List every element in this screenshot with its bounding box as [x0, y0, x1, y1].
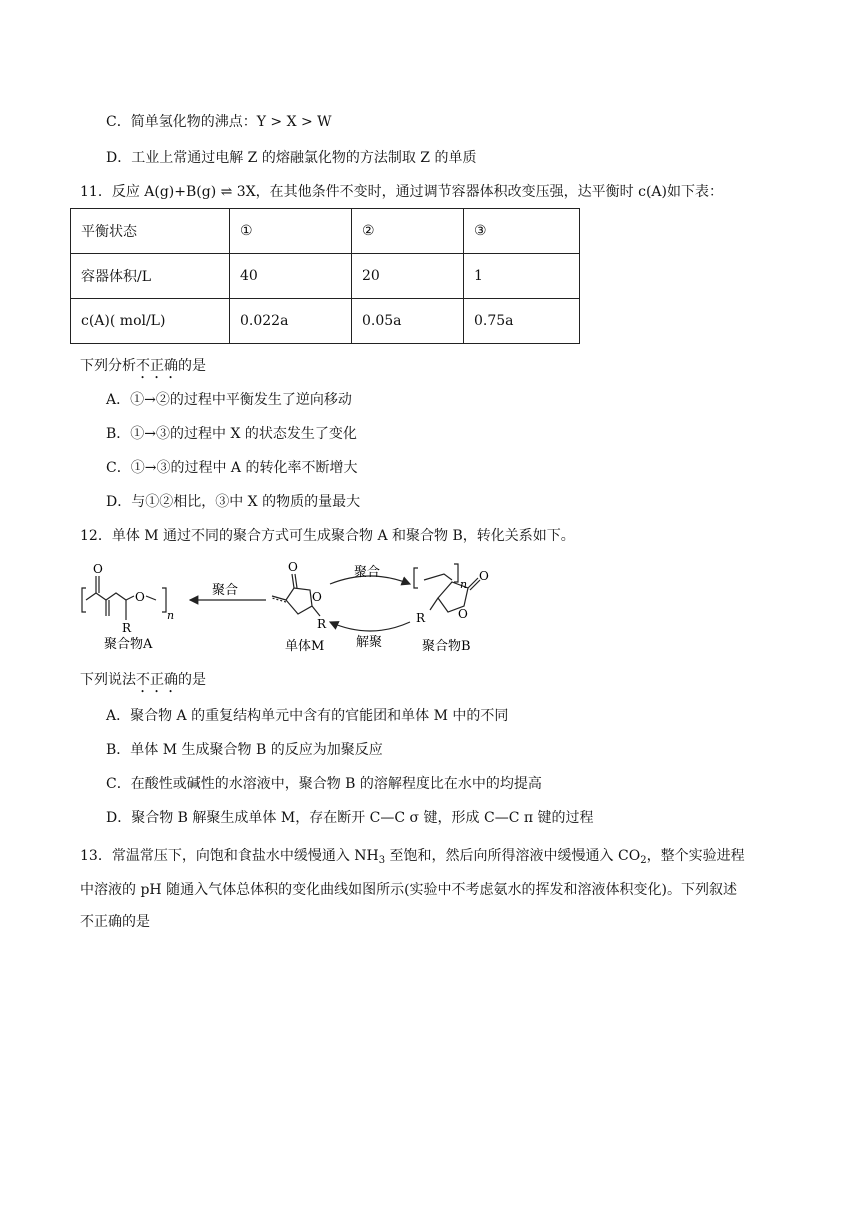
q11-stem: 11．反应 A(g)+B(g) ⇌ 3X，在其他条件不变时，通过调节容器体积改变压强，达平衡时 c(A)如下表： [80, 184, 723, 200]
atom-label: O [288, 560, 298, 574]
q11-option-d: D．与①②相比，③中 X 的物质的量最大 [106, 494, 361, 510]
table-cell: 20 [352, 254, 464, 299]
q13-stem-line1 [80, 846, 745, 871]
table-cell: 0.05a [352, 299, 464, 344]
subscript-n: n [460, 578, 468, 591]
subscript: 3 [378, 855, 386, 866]
atom-label: O [458, 607, 468, 621]
subscript-n: n [167, 609, 175, 622]
reaction-scheme [74, 560, 494, 660]
q11-option-c: C．①→③的过程中 A 的转化率不断增大 [106, 460, 358, 476]
arrow-label: 聚合 [354, 565, 381, 580]
atom-label: O [479, 569, 489, 583]
label-polymer-a: 聚合物A [104, 637, 153, 652]
atom-label: R [317, 617, 327, 631]
arrow-depolymerize [330, 622, 410, 631]
q12-option-b: B．单体 M 生成聚合物 B 的反应为加聚反应 [106, 742, 383, 758]
arrow-label: 解聚 [356, 635, 383, 650]
q11-option-b: B．①→③的过程中 X 的状态发生了变化 [106, 426, 357, 442]
table-cell: 0.75a [464, 299, 580, 344]
q13-text: 至饱和，然后向所得溶液中缓慢通入 CO [385, 848, 641, 864]
subscript: 2 [640, 855, 647, 866]
atom-label: O [312, 590, 322, 604]
polymer-b-structure [414, 564, 480, 612]
atom-label: R [416, 611, 426, 625]
atom-label: O [135, 590, 145, 604]
q12-stem: 12．单体 M 通过不同的聚合方式可生成聚合物 A 和聚合物 B，转化关系如下。 [80, 528, 575, 544]
prompt-text: 的是 [178, 358, 206, 374]
table-row [71, 299, 580, 344]
label-polymer-b: 聚合物B [422, 639, 471, 654]
prompt-text: 的是 [178, 672, 206, 688]
label-monomer-m: 单体M [285, 639, 325, 654]
prompt-text: 下列分析 [80, 358, 136, 374]
table-cell: 0.022a [230, 299, 352, 344]
q13-stem-line2: 中溶液的 pH 随通入气体总体积的变化曲线如图所示(实验中不考虑氨水的挥发和溶液体积变化)。下列叙述 [80, 882, 737, 898]
q13-text: 13．常温常压下，向饱和食盐水中缓慢通入 NH [80, 848, 379, 864]
q10-option-d: D．工业上常通过电解 Z 的熔融氯化物的方法制取 Z 的单质 [106, 150, 477, 166]
q11-prompt [80, 356, 206, 382]
q13-stem-line3: 不正确的是 [80, 914, 150, 930]
q12-option-d: D．聚合物 B 解聚生成单体 M，存在断开 C—C σ 键，形成 C—C π 键的过程 [106, 810, 594, 826]
table-cell: c(A)( mol/L) [71, 299, 230, 344]
table-cell: 40 [230, 254, 352, 299]
emphasis-text: 不正确 [136, 672, 178, 688]
table-cell: 平衡状态 [71, 209, 230, 254]
q11-option-a: A．①→②的过程中平衡发生了逆向移动 [106, 392, 352, 408]
q13-text: ，整个实验进程 [646, 848, 745, 864]
emphasis-text: 不正确 [136, 358, 178, 374]
table-cell: 1 [464, 254, 580, 299]
q12-prompt [80, 670, 206, 696]
table-row [71, 254, 580, 299]
table-cell: ① [230, 209, 352, 254]
polymer-a-structure [82, 576, 166, 620]
q12-option-a: A．聚合物 A 的重复结构单元中含有的官能团和单体 M 中的不同 [106, 708, 509, 724]
table-row [71, 209, 580, 254]
table-cell: ② [352, 209, 464, 254]
atom-label: R [122, 621, 132, 635]
arrow-label: 聚合 [212, 583, 239, 598]
q12-option-c: C．在酸性或碱性的水溶液中，聚合物 B 的溶解程度比在水中的均提高 [106, 776, 542, 792]
atom-label: O [93, 562, 103, 576]
prompt-text: 下列说法 [80, 672, 136, 688]
q10-option-c: C．简单氢化物的沸点：Y > X > W [106, 114, 332, 130]
equilibrium-table [70, 208, 580, 344]
table-cell: ③ [464, 209, 580, 254]
table-cell: 容器体积/L [71, 254, 230, 299]
